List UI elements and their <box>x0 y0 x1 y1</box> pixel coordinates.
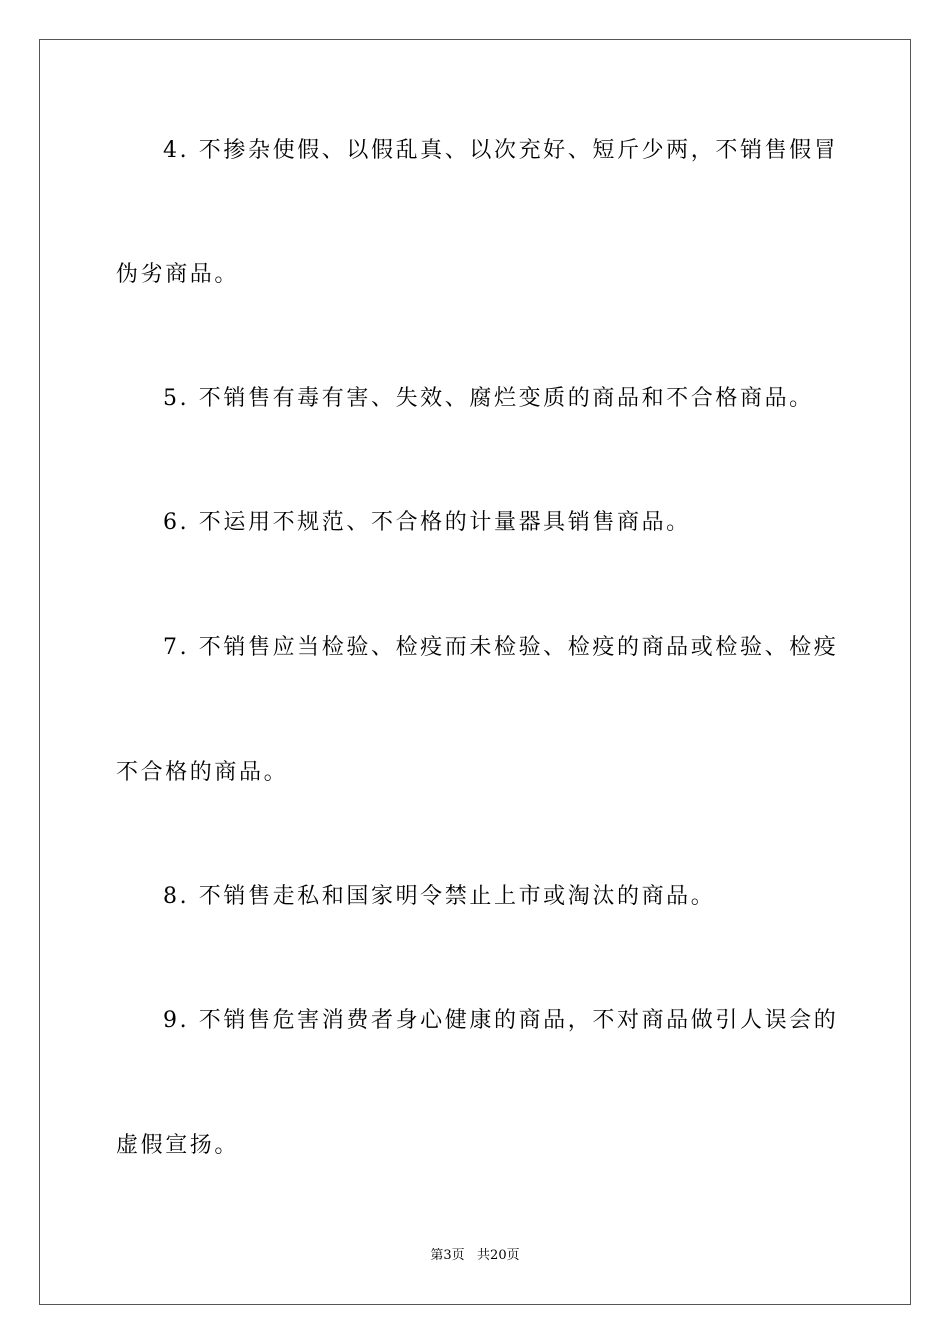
item-6-line-1: 6. 不运用不规范、不合格的计量器具销售商品。 <box>163 510 691 535</box>
item-9-line-1: 9. 不销售危害消费者身心健康的商品，不对商品做引人误会的 <box>163 1008 839 1033</box>
item-4-line-2: 伪劣商品。 <box>116 262 240 287</box>
item-7-line-1: 7. 不销售应当检验、检疫而未检验、检疫的商品或检验、检疫 <box>163 635 839 660</box>
item-8-line-1: 8. 不销售走私和国家明令禁止上市或淘汰的商品。 <box>163 884 716 909</box>
page-border <box>39 39 911 1305</box>
item-9-line-2: 虚假宣扬。 <box>116 1133 240 1158</box>
item-7-line-2: 不合格的商品。 <box>116 760 289 785</box>
item-4-line-1: 4. 不掺杂使假、以假乱真、以次充好、短斤少两，不销售假冒 <box>163 138 839 163</box>
page-number-footer: 第3页 共20页 <box>430 1248 520 1263</box>
item-5-line-1: 5. 不销售有毒有害、失效、腐烂变质的商品和不合格商品。 <box>163 386 814 411</box>
